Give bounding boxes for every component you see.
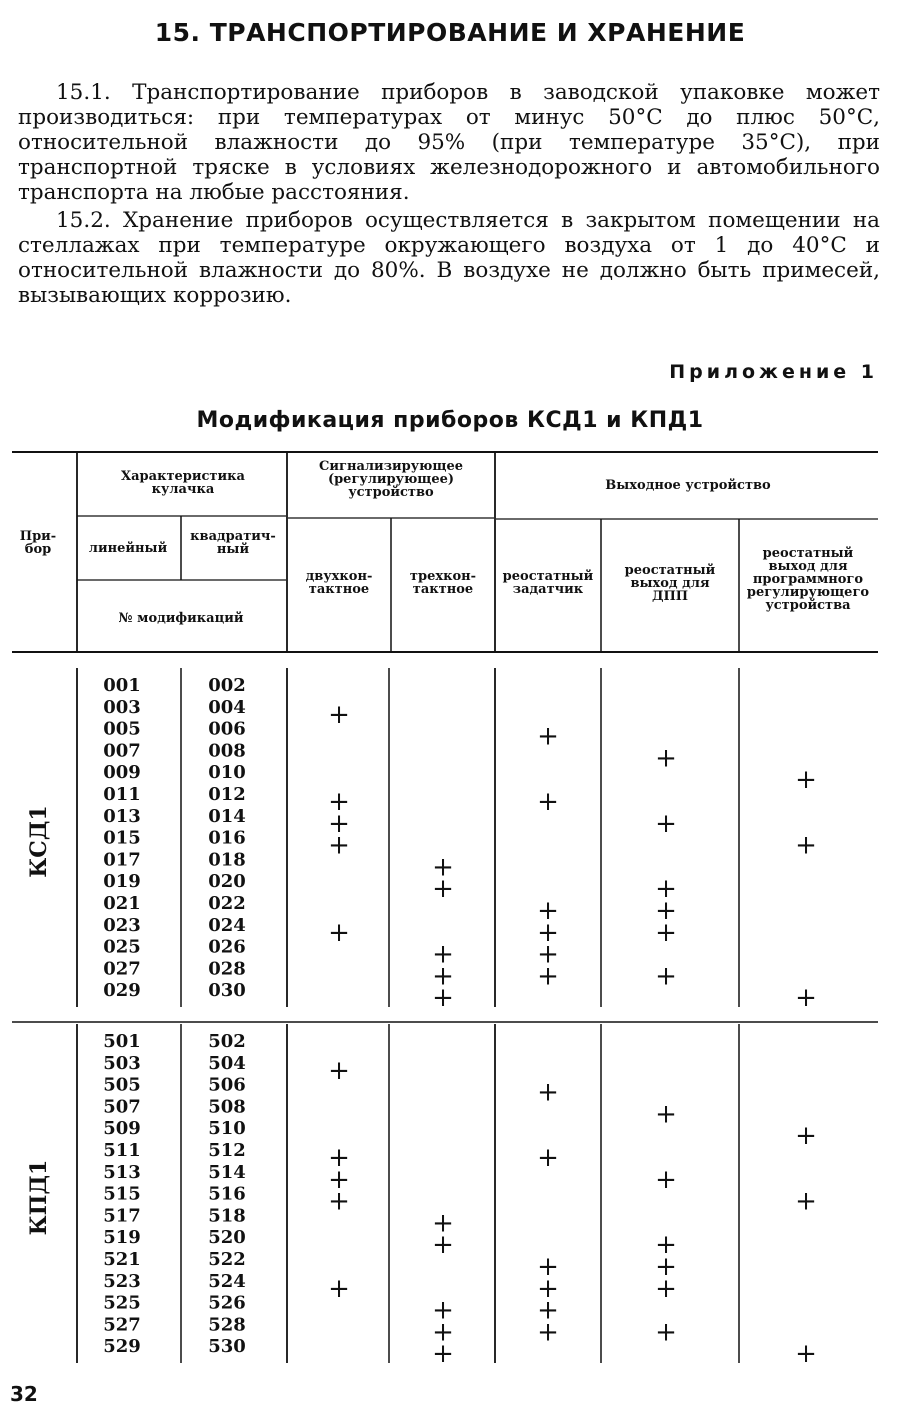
option-mark: + [537,1295,559,1326]
header-mod-no [119,611,244,626]
mod-quadratic: 010 [208,762,246,784]
option-mark: + [655,1164,677,1195]
header-signal [319,459,463,500]
option-mark: + [328,808,350,839]
mod-linear: 023 [103,914,141,936]
mod-linear: 027 [103,958,141,980]
option-mark: + [432,1208,454,1239]
mod-linear: 529 [103,1336,141,1358]
header-line: двухкон- [305,569,373,584]
header-line: ДПП [651,589,689,604]
header-line: реостатный [762,546,854,561]
header-line: Выходное устройство [605,478,771,493]
mod-quadratic: 024 [208,914,246,936]
mod-linear: 527 [103,1314,141,1336]
mod-linear: 519 [103,1227,141,1249]
mod-quadratic: 510 [208,1118,246,1140]
mod-linear: 513 [103,1161,141,1183]
option-mark: + [328,787,350,817]
mod-linear: 511 [103,1140,141,1161]
mod-linear: 009 [103,762,141,784]
option-mark: + [328,917,350,948]
header-output [605,478,771,493]
mod-linear: 005 [103,718,141,740]
header-line: реостатный [502,569,594,584]
option-mark: + [328,699,350,730]
option-mark: + [537,1077,559,1108]
mod-linear: 011 [103,784,141,805]
option-mark: + [432,961,454,992]
mod-quadratic: 502 [208,1031,246,1052]
option-mark: + [795,1121,817,1152]
option-mark: + [328,1186,350,1217]
mod-linear: 515 [103,1183,141,1205]
header-line: выход для [768,559,848,574]
mod-quadratic: 516 [208,1183,246,1205]
option-mark: + [328,1164,350,1195]
option-mark: + [328,1055,350,1086]
option-mark: + [328,1273,350,1304]
mod-linear: 013 [103,805,141,827]
header-line: устройства [765,598,851,613]
header-line: линейный [88,541,168,556]
mod-linear: 019 [103,871,141,893]
mod-quadratic: 520 [208,1227,246,1249]
option-mark: + [655,1252,677,1282]
mod-linear: 505 [103,1074,141,1096]
mod-linear: 521 [103,1249,141,1270]
option-mark: + [655,743,677,774]
header-line: Характеристика [121,469,245,484]
mod-quadratic: 012 [208,784,246,805]
header-three-contact [410,569,476,597]
option-mark: + [795,830,817,861]
option-mark: + [795,1339,817,1370]
mod-linear: 001 [103,675,141,696]
mod-quadratic: 022 [208,893,246,914]
option-mark: + [432,983,454,1014]
mod-quadratic: 522 [208,1249,246,1270]
header-line: № модификаций [118,611,244,626]
mod-linear: 525 [103,1292,141,1314]
header-line: бор [24,542,52,557]
mod-quadratic: 004 [208,696,246,718]
option-mark: + [795,983,817,1014]
option-mark: + [537,721,559,752]
header-device [20,529,56,557]
option-mark: + [537,1252,559,1282]
header-line: программного [752,572,864,587]
table-caption: Модификация приборов КСД1 и КПД1 [196,408,704,433]
paragraph-15-2: 15.2. Хранение приборов осуществляется в закрытом помещении на стеллажах при температуре окружающего воздуха от 1 до 40°С и относительной влажности до 80%. В воздухе не должно быть примесей, вызывающих коррозию. [18,208,880,308]
option-mark: + [432,852,454,883]
mod-quadratic: 020 [208,871,246,893]
mod-quadratic: 030 [208,980,246,1002]
option-mark: + [655,874,677,905]
option-mark: + [537,1273,559,1304]
paragraph-15-1: 15.1. Транспортирование приборов в заводской упаковке может производиться: при температурах от минус 50°С до плюс 50°С, относительной влажности до 95% (при температуре 35°С), при транспортной тряске в условиях железнодорожного и автомобильного транспорта на любые расстояния. [18,80,880,205]
option-mark: + [432,1230,454,1261]
header-line: выход для [630,576,710,591]
option-mark: + [432,1317,454,1348]
mod-linear: 015 [103,827,141,849]
mod-quadratic: 008 [208,740,246,762]
mod-linear: 501 [103,1031,141,1052]
mod-quadratic: 518 [208,1205,246,1227]
header-line: устройство [348,485,434,500]
mod-quadratic: 526 [208,1292,246,1314]
mod-quadratic: 006 [208,718,246,740]
header-line: трехкон- [409,569,477,584]
header-line: квадратич- [190,529,276,544]
mod-quadratic: 014 [208,805,246,827]
mod-quadratic: 528 [208,1314,246,1336]
header-line: задатчик [512,582,584,597]
option-mark: + [328,1143,350,1173]
mod-quadratic: 530 [208,1336,246,1358]
header-line: Сигнализирующее [319,459,463,474]
option-mark: + [655,1273,677,1304]
mod-quadratic: 506 [208,1074,246,1096]
mod-quadratic: 002 [208,675,246,696]
mod-quadratic: 508 [208,1096,246,1118]
mod-linear: 007 [103,740,141,762]
mod-linear: 503 [103,1052,141,1074]
option-mark: + [655,1317,677,1348]
option-mark: + [795,1186,817,1217]
mod-quadratic: 514 [208,1161,246,1183]
mod-linear: 003 [103,696,141,718]
header-rheo-dpp [625,563,716,604]
header-line: кулачка [151,482,215,497]
mod-linear: 509 [103,1118,141,1140]
header-line: (регулирующее) [327,472,455,487]
header-line: При- [19,529,57,544]
option-mark: + [432,939,454,970]
mod-linear: 021 [103,893,141,914]
option-mark: + [328,830,350,861]
mod-quadratic: 504 [208,1052,246,1074]
option-mark: + [432,874,454,905]
header-line: ный [216,542,250,557]
mod-quadratic: 016 [208,827,246,849]
option-mark: + [432,1339,454,1370]
header-linear [89,541,168,556]
option-mark: + [655,1230,677,1261]
option-mark: + [537,896,559,926]
mod-linear: 029 [103,980,141,1002]
mod-quadratic: 028 [208,958,246,980]
mod-linear: 517 [103,1205,141,1227]
option-mark: + [537,917,559,948]
device-label: КСД1 [26,805,52,878]
mod-quadratic: 018 [208,849,246,871]
mod-quadratic: 026 [208,936,246,958]
header-rheo-setter [503,569,594,597]
mod-linear: 025 [103,936,141,958]
mod-quadratic: 512 [208,1140,246,1161]
option-mark: + [537,1143,559,1173]
header-line: регулирующего [746,585,870,600]
option-mark: + [655,808,677,839]
header-line: реостатный [624,563,716,578]
header-cam [121,469,245,497]
option-mark: + [537,787,559,817]
option-mark: + [655,917,677,948]
option-mark: + [655,961,677,992]
section-heading: 15. ТРАНСПОРТИРОВАНИЕ И ХРАНЕНИЕ [154,18,746,47]
mod-linear: 523 [103,1270,141,1292]
option-mark: + [655,896,677,926]
header-line: тактное [412,582,474,597]
option-mark: + [537,1317,559,1348]
device-label: КПД1 [26,1159,52,1236]
option-mark: + [537,939,559,970]
header-two-contact [306,569,373,597]
option-mark: + [655,1099,677,1130]
appendix-label: Приложение 1 [669,361,878,383]
mod-quadratic: 524 [208,1270,246,1292]
mod-linear: 017 [103,849,141,871]
header-rheo-prog [747,546,870,613]
header-line: тактное [308,582,370,597]
header-quadratic [190,529,276,557]
mod-linear: 507 [103,1096,141,1118]
option-mark: + [795,765,817,796]
option-mark: + [432,1295,454,1326]
option-mark: + [537,961,559,992]
page-number: 32 [10,1382,38,1406]
